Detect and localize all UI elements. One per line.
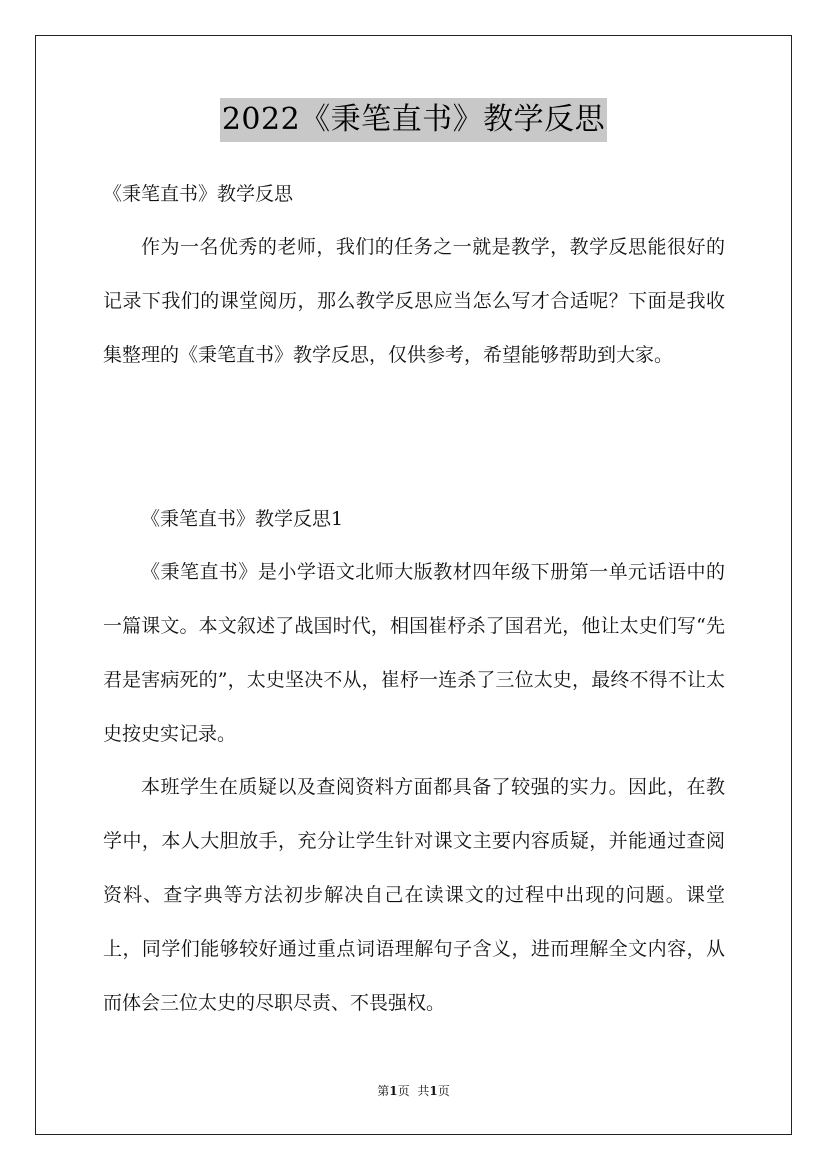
intro-paragraph: 作为一名优秀的老师，我们的任务之一就是教学，教学反思能很好的记录下我们的课堂阅历，那么教学反思应当怎么写才合适呢？下面是我收集整理的《秉笔直书》教学反思，仅供参考，希望能够帮助到大家。: [103, 236, 725, 366]
body-paragraph-2: 本班学生在质疑以及查阅资料方面都具备了较强的实力。因此，在教学中，本人大胆放手，充分让学生针对课文主要内容质疑，并能通过查阅资料、查字典等方法初步解决自己在读课文的过程中出现的问题。课堂上，同学们能够较好通过重点词语理解句子含义，进而理解全文内容，从而体会三位太史的尽职尽责、不畏强权。: [103, 776, 725, 1014]
document-subtitle: 《秉笔直书》教学反思: [103, 183, 294, 205]
section-heading: 《秉笔直书》教学反思1: [141, 508, 344, 530]
total-label-prefix: 共: [417, 1084, 430, 1098]
page-footer: [0, 1082, 827, 1100]
title-container: [0, 98, 827, 142]
page-label-prefix: 第: [377, 1084, 390, 1098]
document-title: 2022《秉笔直书》教学反思: [220, 98, 607, 142]
page-label-suffix: 页: [397, 1084, 410, 1098]
total-label-suffix: 页: [437, 1084, 450, 1098]
total-pages: 1: [429, 1084, 438, 1098]
body-paragraph-1: 《秉笔直书》是小学语文北师大版教材四年级下册第一单元话语中的一篇课文。本文叙述了战国时代，相国崔杼杀了国君光，他让太史们写“先君是害病死的”，太史坚决不从，崔杼一连杀了三位太史，最终不得不让太史按史实记录。: [103, 561, 725, 745]
page-number: 1: [389, 1084, 398, 1098]
